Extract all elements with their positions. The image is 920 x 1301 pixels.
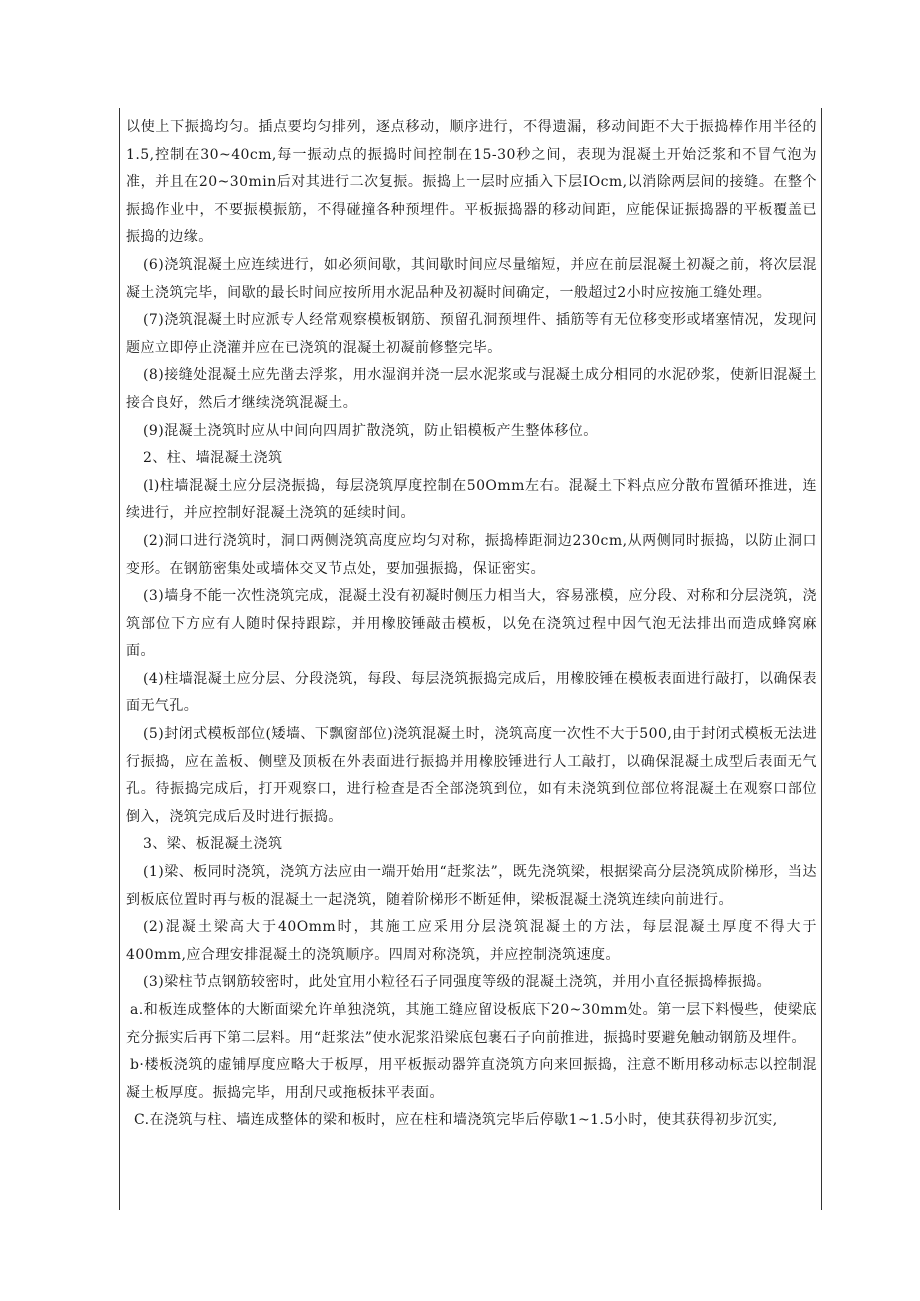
paragraph-column-wall-1: (l)柱墙混凝土应分层浇振捣，每层浇筑厚度控制在50Omm左右。混凝土下料点应分散布置循环推进，连续进行，并应控制好混凝土浇筑的延续时间。 xyxy=(126,477,817,522)
paragraph-vibration-continued: 以使上下振捣均匀。插点要均匀排列，逐点移动，顺序进行，不得遗漏，移动间距不大于振捣棒作用半径的1.5,控制在30~40cm,每一振动点的振捣时间控制在15-30秒之间，表现为混凝土开始泛浆和不冒气泡为准，并且在20~30min后对其进行二次复振。振捣上一层时应插入下层IOcm,以消除两层间的接缝。在整个振捣作业中，不要振模振筋，不得碰撞各种预埋件。平板振捣器的移动间距，应能保证振捣器的平板覆盖已振捣的边缘。 xyxy=(126,119,817,246)
paragraph-item-9: (9)混凝土浇筑时应从中间向四周扩散浇筑，防止铝模板产生整体移位。 xyxy=(143,422,598,439)
paragraph-beam-slab-3: (3)梁柱节点钢筋较密时，此处宜用小粒径石子同强度等级的混凝土浇筑，并用小直径振捣棒振捣。 xyxy=(143,974,772,991)
paragraph-item-6: (6)浇筑混凝土应连续进行，如必须间歇，其间歇时间应尽量缩短，并应在前层混凝土初凝之前，将次层混凝土浇筑完毕，间歇的最长时间应按所用水泥品种及初凝时间确定，一般超过2小时应按施工缝处理。 xyxy=(126,256,817,301)
table-border-left xyxy=(119,108,120,1210)
paragraph-beam-slab-1: (1)梁、板同时浇筑，浇筑方法应由一端开始用“赶浆法”，既先浇筑梁，根据梁高分层浇筑成阶梯形，当达到板底位置时再与板的混凝土一起浇筑，随着阶梯形不断延伸，梁板混凝土浇筑连续向前进行。 xyxy=(126,864,817,908)
table-border-right xyxy=(821,108,822,1210)
paragraph-beam-slab-a: a.和板连成整体的大断面梁允许单独浇筑，其施工缝应留设板底下20~30mm处。第一层下料慢些，使梁底充分振实后再下第二层料。用“赶浆法”使水泥浆沿梁底包裹石子向前推进，振捣时要避免触动钢筋及埋件。 xyxy=(126,1002,817,1046)
paragraph-column-wall-4: (4)柱墙混凝土应分层、分段浇筑，每段、每层浇筑振捣完成后，用橡胶锤在模板表面进行敲打，以确保表面无气孔。 xyxy=(126,670,817,715)
paragraph-column-wall-5: (5)封闭式模板部位(矮墙、下飘窗部位)浇筑混凝土时，浇筑高度一次性不大于500,由于封闭式模板无法进行振捣，应在盖板、侧壁及顶板在外表面进行振捣并用橡胶锤进行人工敲打，以确保混凝土成型后表面无气孔。待振捣完成后，打开观察口，进行检查是否全部浇筑到位，如有未浇筑到位部位将混凝土在观察口部位倒入，浇筑完成后及时进行振捣。 xyxy=(126,726,817,825)
paragraph-column-wall-2: (2)洞口进行浇筑时，洞口两侧浇筑高度应均匀对称，振捣棒距洞边230cm,从两侧同时振捣，以防止洞口变形。在钢筋密集处或墙体交叉节点处，要加强振捣，保证密实。 xyxy=(126,532,817,577)
paragraph-beam-slab-c: C.在浇筑与柱、墙连成整体的梁和板时，应在柱和墙浇筑完毕后停歇1~1.5小时，使其获得初步沉实, xyxy=(134,1112,778,1129)
paragraph-column-wall-3: (3)墙身不能一次性浇筑完成，混凝土没有初凝时侧压力相当大，容易涨模，应分段、对称和分层浇筑，浇筑部位下方应有人随时保持跟踪，并用橡胶锤敲击模板，以免在浇筑过程中因气泡无法排出而造成蜂窝麻面。 xyxy=(126,588,817,660)
paragraph-item-8: (8)接缝处混凝土应先凿去浮浆，用水湿润并浇一层水泥浆或与混凝土成分相同的水泥砂浆，使新旧混凝土接合良好，然后才继续浇筑混凝土。 xyxy=(126,367,817,411)
paragraph-beam-slab-2: (2)混凝土梁高大于40Omm时，其施工应采用分层浇筑混凝土的方法，每层混凝土厚度不得大于400mm,应合理安排混凝土的浇筑顺序。四周对称浇筑，并应控制浇筑速度。 xyxy=(126,919,817,963)
paragraph-beam-slab-b: b·楼板浇筑的虚铺厚度应略大于板厚，用平板振动器笄直浇筑方向来回振捣，注意不断用移动标志以控制混凝土板厚度。振捣完毕，用刮尺或拖板抹平表面。 xyxy=(126,1057,817,1101)
document-body xyxy=(126,114,817,1135)
section-heading-beam-slab: 3、梁、板混凝土浇筑 xyxy=(143,836,283,853)
paragraph-item-7: (7)浇筑混凝土时应派专人经常观察模板钢筋、预留孔洞预埋件、插筋等有无位移变形或堵塞情况，发现问题应立即停止浇灌并应在已浇筑的混凝土初凝前修整完毕。 xyxy=(126,312,817,356)
section-heading-column-wall: 2、柱、墙混凝土浇筑 xyxy=(143,450,283,467)
